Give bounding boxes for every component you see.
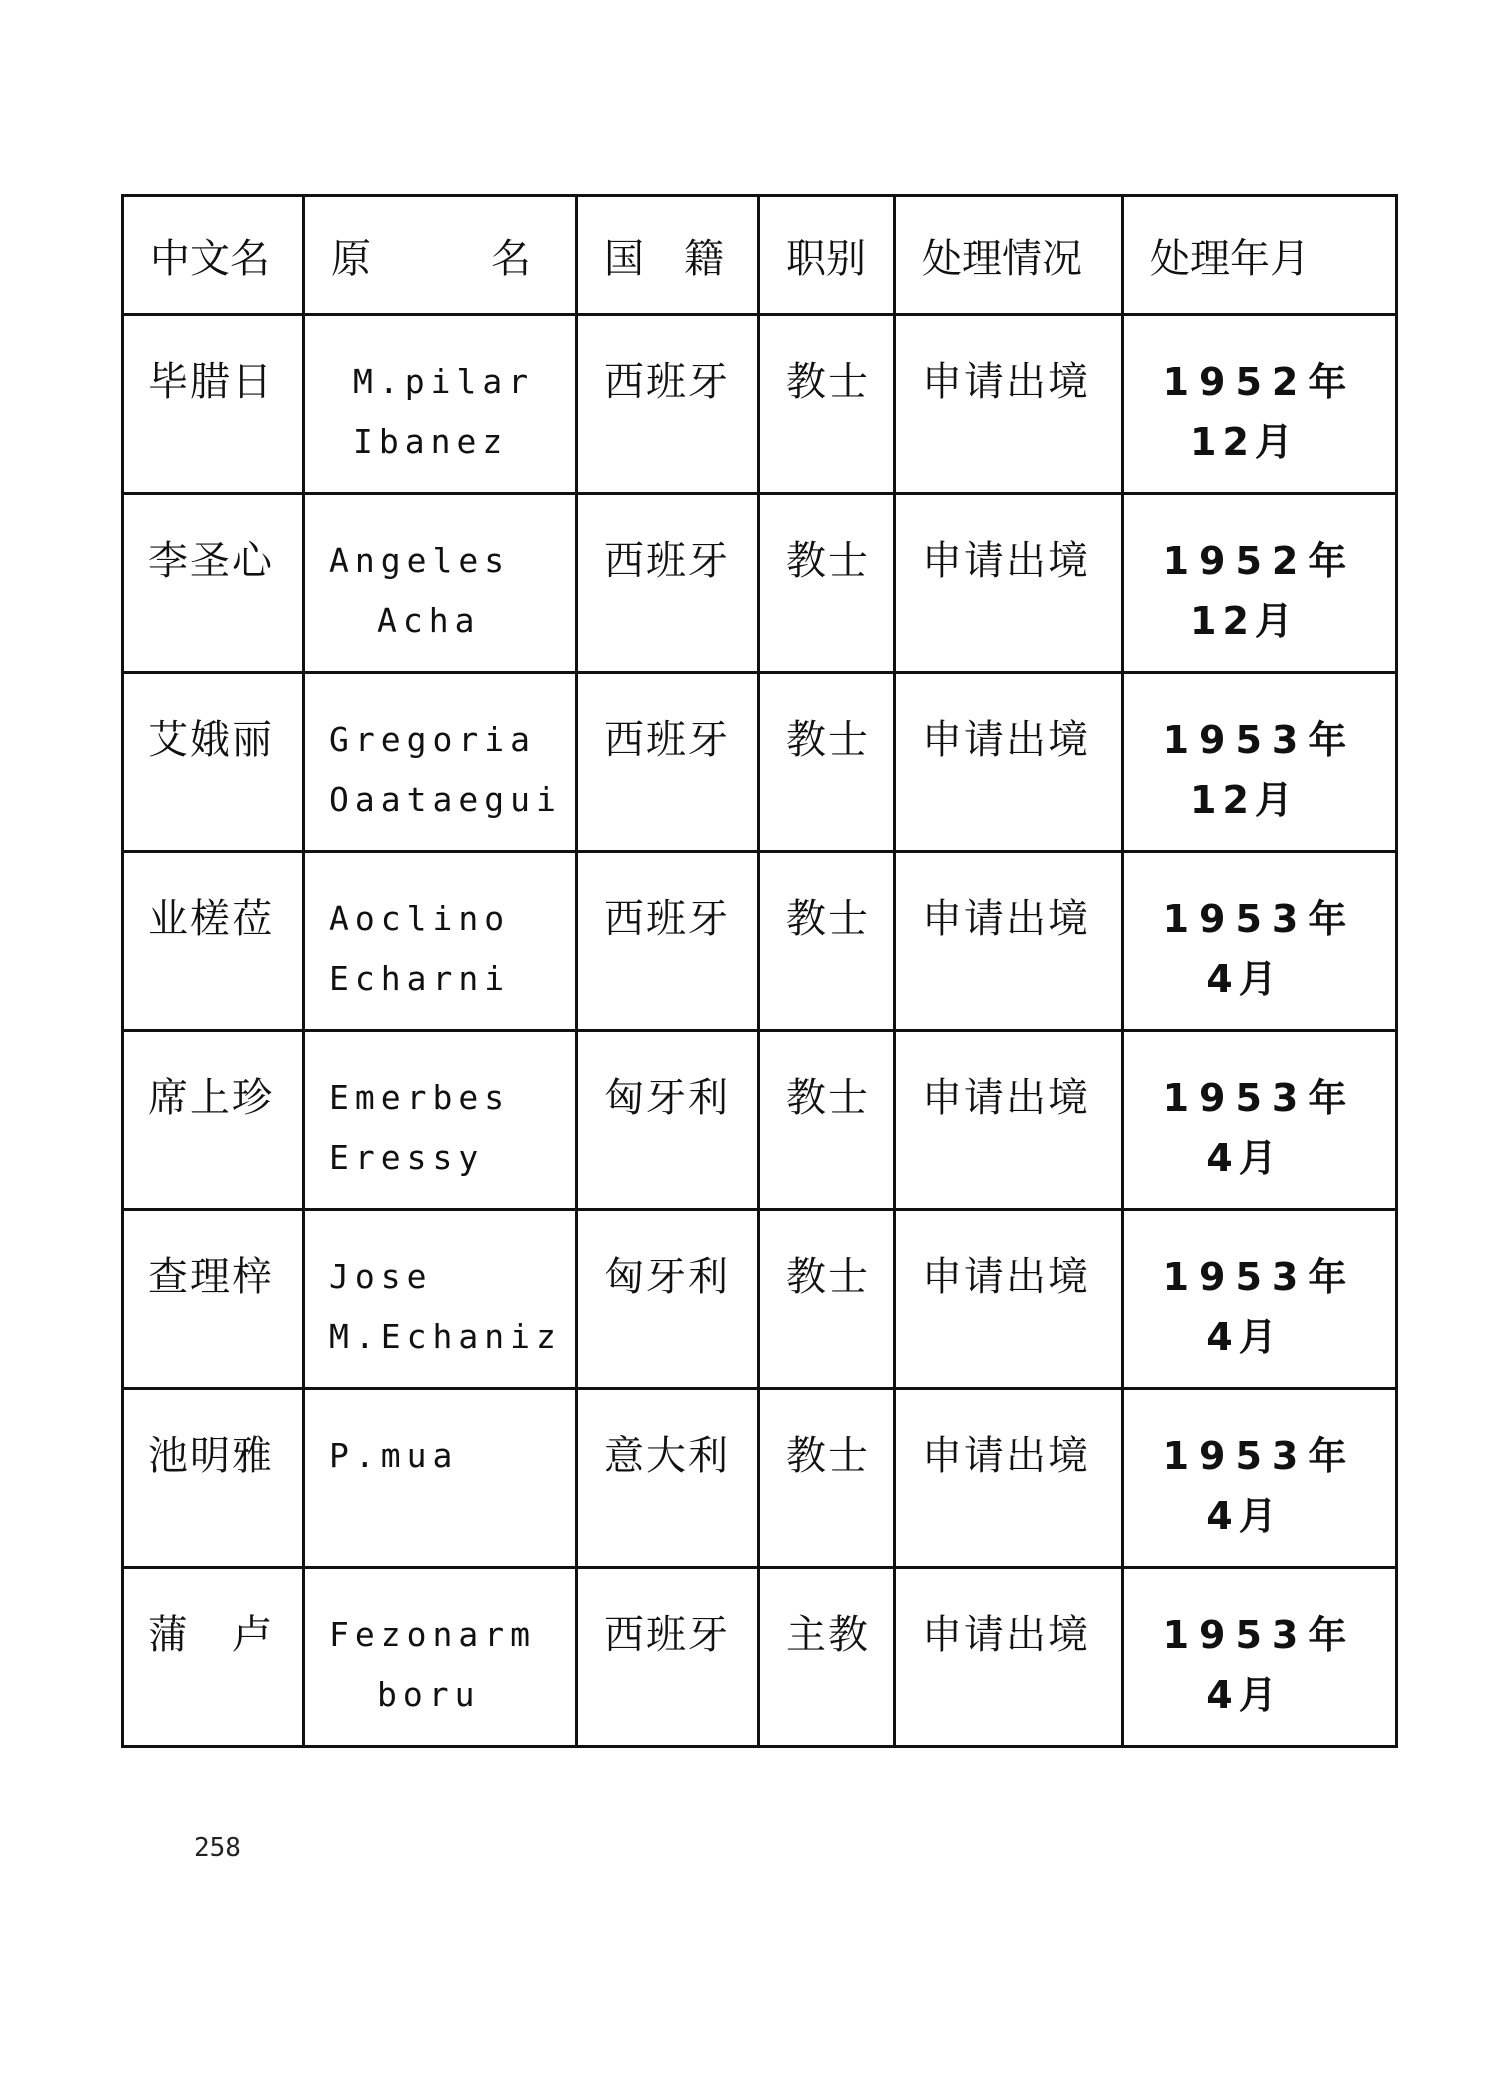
date-month: 4月 <box>1206 1673 1283 1717</box>
cell-handling-date <box>1123 1031 1397 1210</box>
table-row <box>123 673 1397 852</box>
original-name-line1: Aoclino <box>329 899 511 938</box>
original-name-line1: Fezonarm <box>329 1615 536 1654</box>
cell-chinese-name: 业槎莅 <box>123 852 304 1031</box>
cell-nationality: 意大利 <box>577 1389 759 1568</box>
table-row <box>123 1031 1397 1210</box>
header-row <box>123 196 1397 315</box>
cell-handling: 申请出境 <box>895 1210 1123 1389</box>
cell-role: 教士 <box>759 494 895 673</box>
original-name-line1: Emerbes <box>329 1078 511 1117</box>
cell-original-name <box>304 1568 577 1747</box>
date-month: 4月 <box>1206 1315 1283 1359</box>
cell-handling: 申请出境 <box>895 852 1123 1031</box>
cell-chinese-name: 李圣心 <box>123 494 304 673</box>
cell-handling: 申请出境 <box>895 673 1123 852</box>
cell-original-name <box>304 852 577 1031</box>
cell-original-name <box>304 1389 577 1568</box>
cell-role: 教士 <box>759 1389 895 1568</box>
header-handling: 处理情况 <box>895 196 1123 315</box>
date-month: 4月 <box>1206 1494 1283 1538</box>
cell-original-name <box>304 494 577 673</box>
header-chinese-name: 中文名 <box>123 196 304 315</box>
cell-nationality: 西班牙 <box>577 494 759 673</box>
table-row <box>123 315 1397 494</box>
cell-handling: 申请出境 <box>895 1031 1123 1210</box>
original-name-line1: M.pilar <box>353 362 535 401</box>
cell-handling: 申请出境 <box>895 494 1123 673</box>
cell-handling: 申请出境 <box>895 1568 1123 1747</box>
cell-original-name <box>304 1210 577 1389</box>
cell-handling: 申请出境 <box>895 315 1123 494</box>
table-row <box>123 1389 1397 1568</box>
date-year: 1953年 <box>1162 1076 1357 1120</box>
cell-chinese-name: 查理梓 <box>123 1210 304 1389</box>
cell-role: 教士 <box>759 1210 895 1389</box>
date-year: 1953年 <box>1162 1613 1357 1657</box>
cell-handling-date <box>1123 673 1397 852</box>
cell-handling-date <box>1123 494 1397 673</box>
table-row <box>123 1568 1397 1747</box>
date-year: 1953年 <box>1162 1434 1357 1478</box>
cell-chinese-name: 艾娥丽 <box>123 673 304 852</box>
cell-nationality: 西班牙 <box>577 1568 759 1747</box>
date-month: 4月 <box>1206 957 1283 1001</box>
date-year: 1953年 <box>1162 897 1357 941</box>
original-name-line1: Gregoria <box>329 720 536 759</box>
cell-role: 教士 <box>759 1031 895 1210</box>
cell-original-name <box>304 315 577 494</box>
cell-nationality: 西班牙 <box>577 673 759 852</box>
original-name-line2: boru <box>377 1675 481 1714</box>
cell-nationality: 匈牙利 <box>577 1031 759 1210</box>
cell-role: 教士 <box>759 315 895 494</box>
cell-handling-date <box>1123 315 1397 494</box>
cell-chinese-name: 席上珍 <box>123 1031 304 1210</box>
original-name-line2: Acha <box>377 601 481 640</box>
cell-handling-date <box>1123 852 1397 1031</box>
date-year: 1952年 <box>1162 360 1357 404</box>
cell-original-name <box>304 673 577 852</box>
cell-chinese-name: 池明雅 <box>123 1389 304 1568</box>
cell-role: 教士 <box>759 852 895 1031</box>
cell-handling-date <box>1123 1568 1397 1747</box>
header-role: 职别 <box>759 196 895 315</box>
original-name-line2: Ibanez <box>353 422 509 461</box>
table-row <box>123 852 1397 1031</box>
date-year: 1953年 <box>1162 1255 1357 1299</box>
cell-handling-date <box>1123 1210 1397 1389</box>
cell-nationality: 匈牙利 <box>577 1210 759 1389</box>
cell-role: 主教 <box>759 1568 895 1747</box>
date-year: 1952年 <box>1162 539 1357 583</box>
table-row <box>123 494 1397 673</box>
cell-original-name <box>304 1031 577 1210</box>
date-year: 1953年 <box>1162 718 1357 762</box>
original-name-line2: Oaataegui <box>329 780 562 819</box>
table-row <box>123 1210 1397 1389</box>
cell-handling-date <box>1123 1389 1397 1568</box>
header-nationality: 国 籍 <box>577 196 759 315</box>
cell-nationality: 西班牙 <box>577 852 759 1031</box>
cell-chinese-name: 蒲 卢 <box>123 1568 304 1747</box>
header-handling-date: 处理年月 <box>1123 196 1397 315</box>
original-name-line2: M.Echaniz <box>329 1317 562 1356</box>
cell-handling: 申请出境 <box>895 1389 1123 1568</box>
roster-table <box>121 194 1398 1748</box>
cell-role: 教士 <box>759 673 895 852</box>
date-month: 4月 <box>1206 1136 1283 1180</box>
cell-chinese-name: 毕腊日 <box>123 315 304 494</box>
original-name-line1: Jose <box>329 1257 433 1296</box>
original-name-line1: P.mua <box>329 1436 459 1475</box>
original-name-line1: Angeles <box>329 541 511 580</box>
date-month: 12月 <box>1190 778 1299 822</box>
page-number: 258 <box>194 1833 241 1863</box>
date-month: 12月 <box>1190 420 1299 464</box>
cell-nationality: 西班牙 <box>577 315 759 494</box>
original-name-line2: Eressy <box>329 1138 485 1177</box>
date-month: 12月 <box>1190 599 1299 643</box>
header-original-name: 原 名 <box>304 196 577 315</box>
original-name-line2: Echarni <box>329 959 511 998</box>
